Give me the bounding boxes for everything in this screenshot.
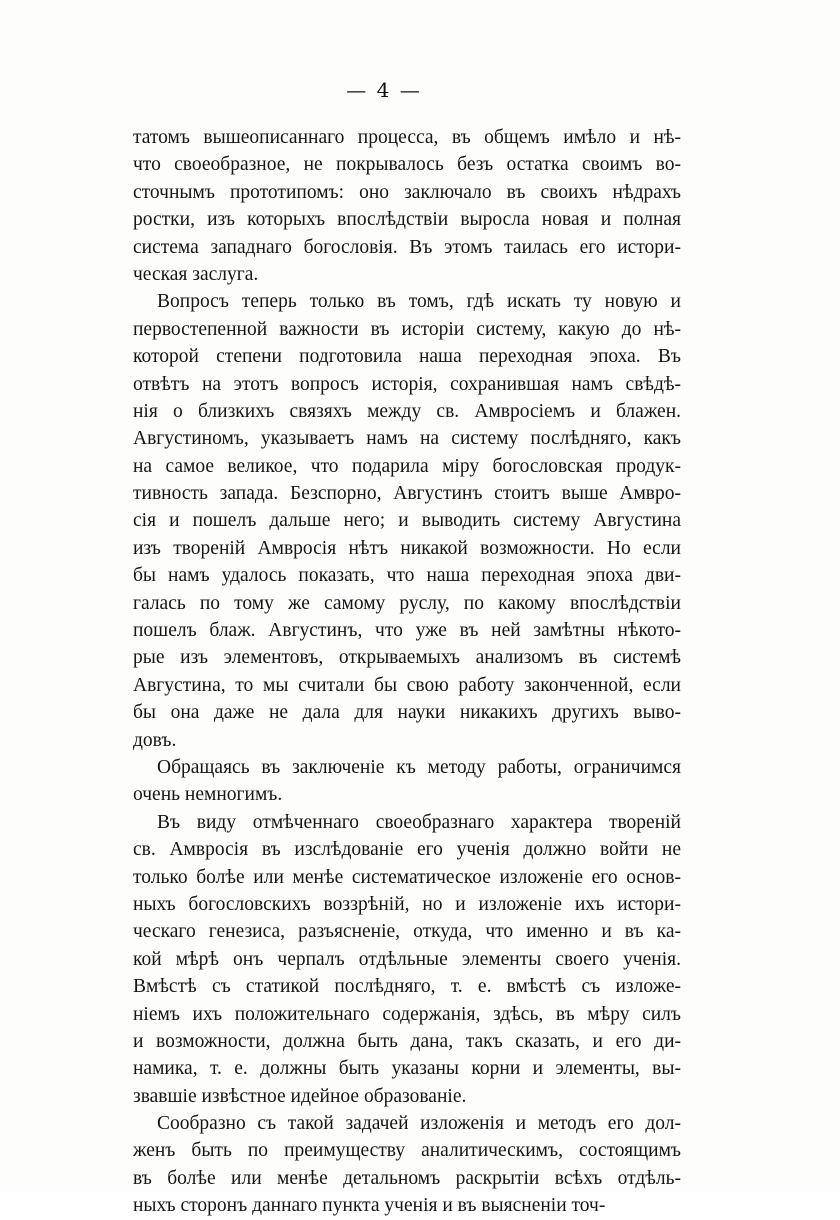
text-line: рые изъ элементовъ, открываемыхъ анализомъ въ системѣ (133, 647, 681, 669)
text-line: галась по тому же самому руслу, по какому впослѣдствіи (133, 592, 681, 614)
text-line: Въ виду отмѣченнаго своеобразнаго характера твореній (157, 811, 681, 833)
text-line: звавшіе извѣстное идейное образованіе. (133, 1085, 467, 1107)
paragraph (133, 809, 681, 1110)
text-line: Августина, то мы считали бы свою работу законченной, если (133, 674, 681, 696)
text-line: довъ. (133, 729, 177, 751)
text-line: Обращаясь въ заключеніе къ методу работы, ограничимся (157, 756, 681, 778)
text-line: ніемъ ихъ положительнаго содержанія, здѣсь, въ мѣру силъ (133, 1003, 681, 1025)
text-line: тивность запада. Безспорно, Августинъ стоитъ выше Амвро- (133, 483, 681, 505)
text-line: татомъ вышеописаннаго процесса, въ общемъ имѣло и нѣ- (133, 127, 681, 148)
text-line: очень немногимъ. (133, 784, 283, 806)
text-line: Августиномъ, указываетъ намъ на систему послѣдняго, какъ (133, 428, 681, 450)
text-line: намика, т. е. должны быть указаны корни и элементы, вы- (133, 1058, 681, 1080)
paragraph (133, 754, 681, 809)
paragraph (133, 124, 681, 288)
body-text (133, 124, 681, 1220)
text-line: система западнаго богословія. Въ этомъ таилась его истори- (133, 236, 681, 258)
text-line: св. Амвросія въ изслѣдованіе его ученія должно войти не (133, 839, 681, 861)
paragraph (133, 1110, 681, 1220)
text-line: Вмѣстѣ съ статикой послѣдняго, т. е. вмѣстѣ съ изложе- (133, 976, 681, 998)
text-line: Вопросъ теперь только въ томъ, гдѣ искать ту новую и (157, 291, 681, 313)
text-line: ныхъ богословскихъ воззрѣній, но и изложеніе ихъ истори- (133, 893, 681, 915)
text-line: пошелъ блаж. Августинъ, что уже въ ней замѣтны нѣкото- (133, 620, 681, 642)
text-line: которой степени подготовила наша переходная эпоха. Въ (133, 346, 681, 368)
text-line: ныхъ сторонъ даннаго пункта ученія и въ выясненіи точ- (133, 1195, 606, 1217)
text-line: сточнымъ прототипомъ: оно заключало въ своихъ нѣдрахъ (133, 181, 681, 203)
text-line: бы она даже не дала для науки никакихъ другихъ выво- (133, 702, 681, 724)
text-line: Сообразно съ такой задачей изложенія и методъ его дол- (157, 1113, 681, 1135)
text-line: ческая заслуга. (133, 263, 259, 285)
text-line: кой мѣрѣ онъ черпалъ отдѣльные элементы своего ученія. (133, 948, 681, 970)
text-line: отвѣтъ на этотъ вопросъ исторія, сохранившая намъ свѣдѣ- (133, 373, 681, 395)
text-line: ростки, изъ которыхъ впослѣдствіи выросла новая и полная (133, 209, 681, 231)
text-line: бы намъ удалось показать, что наша переходная эпоха дви- (133, 565, 681, 587)
text-line: женъ быть по преимуществу аналитическимъ, состоящимъ (133, 1140, 681, 1162)
page-number: — 4 — (346, 78, 422, 102)
text-line: и возможности, должна быть дана, такъ сказать, и его ди- (133, 1030, 681, 1052)
text-line: на самое великое, что подарила міру богословская продук- (133, 455, 681, 477)
text-line: изъ твореній Амвросія нѣтъ никакой возможности. Но если (133, 537, 681, 559)
text-line: въ болѣе или менѣе детальномъ раскрытіи всѣхъ отдѣль- (133, 1167, 681, 1189)
text-line: сія и пошелъ дальше него; и выводить систему Августина (133, 510, 681, 532)
text-line: первостепенной важности въ исторіи систему, какую до нѣ- (133, 318, 681, 340)
text-line: только болѣе или менѣе систематическое изложеніе его основ- (133, 866, 681, 888)
text-line: ческаго генезиса, разъясненіе, откуда, что именно и въ ка- (133, 921, 681, 943)
paragraph (133, 288, 681, 754)
text-line: что своеобразное, не покрывалось безъ остатка своимъ во- (133, 154, 681, 176)
text-line: нія о близкихъ связяхъ между св. Амвросіемъ и блажен. (133, 400, 681, 422)
